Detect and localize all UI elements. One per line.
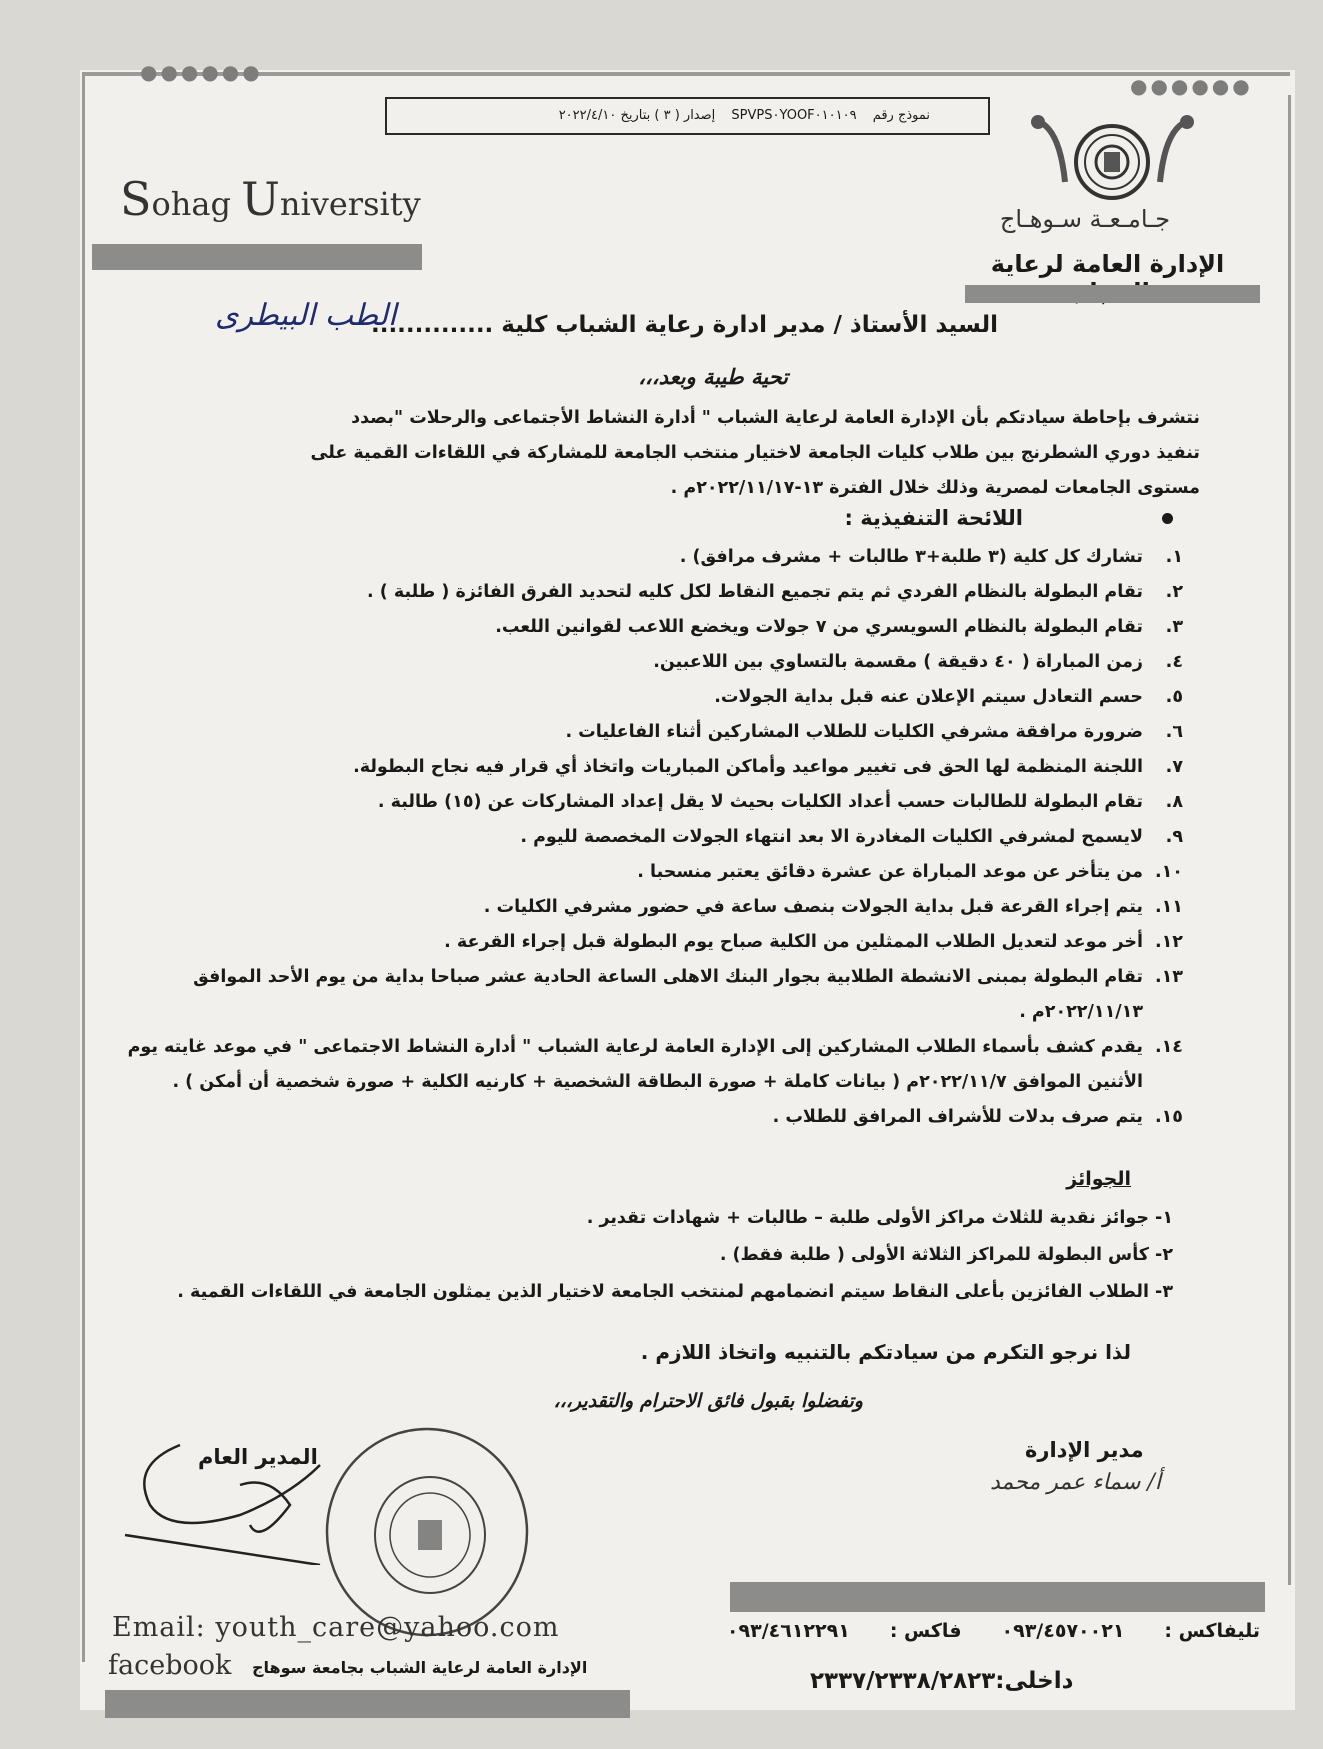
prizes-list (123, 1200, 1173, 1311)
rule-item: ٣. تقام البطولة بالنظام السويسري من ٧ جولات ويخضع اللاعب لقوانين اللعب. (495, 617, 1183, 637)
footer-band-right (730, 1582, 1265, 1612)
official-seal-icon (320, 1425, 535, 1640)
prize-item: ٣- الطلاب الفائزين بأعلى النقاط سيتم انضمامهم لمنتخب الجامعة لاختيار الذين يمثلون الجامعة في اللقاءات القمية . (177, 1282, 1173, 1302)
decorative-dots-right: ●●●●●● (1130, 74, 1253, 98)
manager-signature: أ/ سماء عمر محمد (990, 1470, 1161, 1495)
fax-number: ٠٩٣/٤٦١٢٢٩١ (726, 1620, 850, 1642)
greeting: تحية طيبة وبعد،،، (638, 365, 788, 389)
closing-line: لذا نرجو التكرم من سيادتكم بالتنبيه واتخاذ اللازم . (640, 1340, 1131, 1364)
rule-item: ١٤. يقدم كشف بأسماء الطلاب المشاركين إلى الإدارة العامة لرعاية الشباب " أدارة النشاط الاجتماعى " في موعد غايته يوم الأثنين الموافق ٢٠٢٢/١١/٧م ( بيانات كاملة + صورة البطاقة الشخصية + كارنيه الكلية + صورة شخصية أن أمكن ) . (127, 1037, 1183, 1092)
ext-numbers: ٢٣٣٧/٢٣٣٨/٢٨٢٣ (810, 1668, 996, 1694)
general-manager-signature-icon (120, 1425, 350, 1565)
frame-left-border (82, 72, 85, 1662)
ext-label: داخلى: (995, 1668, 1074, 1694)
form-edition: إصدار ( ٣ ) بتاريخ ٢٠٢٢/٤/١٠ (558, 108, 716, 123)
rule-item: ٩. لايسمح لمشرفي الكليات المغادرة الا بعد انتهاء الجولات المخصصة لليوم . (520, 827, 1183, 847)
rule-item: ١. تشارك كل كلية (٣ طلبة+٣ طالبات + مشرف مرافق) . (679, 547, 1183, 567)
rule-item: ٦. ضرورة مرافقة مشرفي الكليات للطلاب المشاركين أثناء الفاعليات . (565, 722, 1183, 742)
telefax-number: ٠٩٣/٤٥٧٠٠٢١ (1001, 1620, 1125, 1642)
rule-item: ١٣. تقام البطولة بمبنى الانشطة الطلابية بجوار البنك الاهلى الساعة الحادية عشر صباحا بداية من يوم الأحد الموافق ٢٠٢٢/١١/١٣م . (193, 967, 1183, 1022)
frame-top-border (85, 72, 1290, 76)
general-manager-title: المدير العام (198, 1445, 318, 1469)
telefax-label: تليفاكس : (1164, 1620, 1260, 1642)
frame-right-border (1288, 95, 1291, 1585)
university-name-en: Sohag University (120, 172, 421, 226)
manager-title: مدير الإدارة (1025, 1438, 1144, 1462)
form-code: SPVPS٠YOOF٠١٠١٠٩ (731, 108, 857, 123)
intro-line-3: مستوى الجامعات لمصرية وذلك خلال الفترة ١٣-٢٠٢٢/١١/١٧م . (670, 478, 1200, 498)
intro-line-1: نتشرف بإحاطة سيادتكم بأن الإدارة العامة لرعاية الشباب " أدارة النشاط الأجتماعى والرحلات "بصدد (351, 408, 1200, 428)
rule-item: ١٠. من يتأخر عن موعد المباراة عن عشرة دقائق يعتبر منسحبا . (637, 862, 1183, 882)
respect-line: وتفضلوا بقبول فائق الاحترام والتقدير،،، (553, 1390, 863, 1412)
rule-item: ٧. اللجنة المنظمة لها الحق فى تغيير مواعيد وأماكن المباريات واتخاذ أي قرار فيه نجاح البطولة. (353, 757, 1183, 777)
rules-list (93, 540, 1183, 1135)
rule-item: ١٢. أخر موعد لتعديل الطلاب الممثلين من الكلية صباح يوم البطولة قبل إجراء القرعة . (444, 932, 1183, 952)
form-label: نموذج رقم (872, 108, 930, 123)
email-address: Email: youth_care@yahoo.com (112, 1612, 560, 1643)
addressee: السيد الأستاذ / مدير ادارة رعاية الشباب كلية .............. (370, 312, 998, 338)
intro-line-2: تنفيذ دوري الشطرنج بين طلاب كليات الجامعة لاختيار منتخب الجامعة للمشاركة في اللقاءات القمية على (310, 443, 1200, 463)
rule-item: ١١. يتم إجراء القرعة قبل بداية الجولات بنصف ساعة في حضور مشرفي الكليات . (483, 897, 1183, 917)
rule-item: ٨. تقام البطولة للطالبات حسب أعداد الكليات بحيث لا يقل إعداد المشاركات عن (١٥) طالبة . (377, 792, 1183, 812)
section-bullet-icon (1162, 513, 1173, 524)
footer-band-left (105, 1690, 630, 1718)
prizes-title: الجوائز (1066, 1168, 1131, 1190)
facebook-page-name: الإدارة العامة لرعاية الشباب بجامعة سوهاج (252, 1658, 588, 1677)
rule-item: ٢. تقام البطولة بالنظام الفردي ثم يتم تجميع النقاط لكل كليه لتحديد الفرق الفائزة ( طلبة ) . (367, 582, 1183, 602)
section-title: اللائحة التنفيذية : (844, 506, 1023, 530)
rule-item: ١٥. يتم صرف بدلات للأشراف المرافق للطلاب . (772, 1107, 1183, 1127)
form-code-box (385, 97, 990, 135)
prize-item: ١- جوائز نقدية للثلاث مراكز الأولى طلبة – طالبات + شهادات تقدير . (586, 1208, 1173, 1228)
faculty-handwritten: الطب البيطرى (215, 298, 397, 333)
phone-numbers (720, 1620, 1260, 1642)
rule-item: ٥. حسم التعادل سيتم الإعلان عنه قبل بداية الجولات. (714, 687, 1183, 707)
rule-item: ٤. زمن المباراة ( ٤٠ دقيقة ) مقسمة بالتساوي بين اللاعبين. (653, 652, 1183, 672)
prize-item: ٢- كأس البطولة للمراكز الثلاثة الأولى ( طلبة فقط) . (719, 1245, 1173, 1265)
department-name-ar: الإدارة العامة لرعاية (990, 250, 1225, 278)
decorative-dots-left: ●●●●●● (140, 60, 263, 84)
header-band-right (965, 285, 1260, 303)
facebook-label: facebook (108, 1650, 232, 1681)
header-band-left (92, 244, 422, 270)
fax-label: فاكس : (889, 1620, 962, 1642)
university-name-ar: جـامـعـة سـوهـاج (999, 205, 1171, 233)
university-logo-icon (1020, 112, 1205, 212)
extensions (810, 1668, 1073, 1694)
